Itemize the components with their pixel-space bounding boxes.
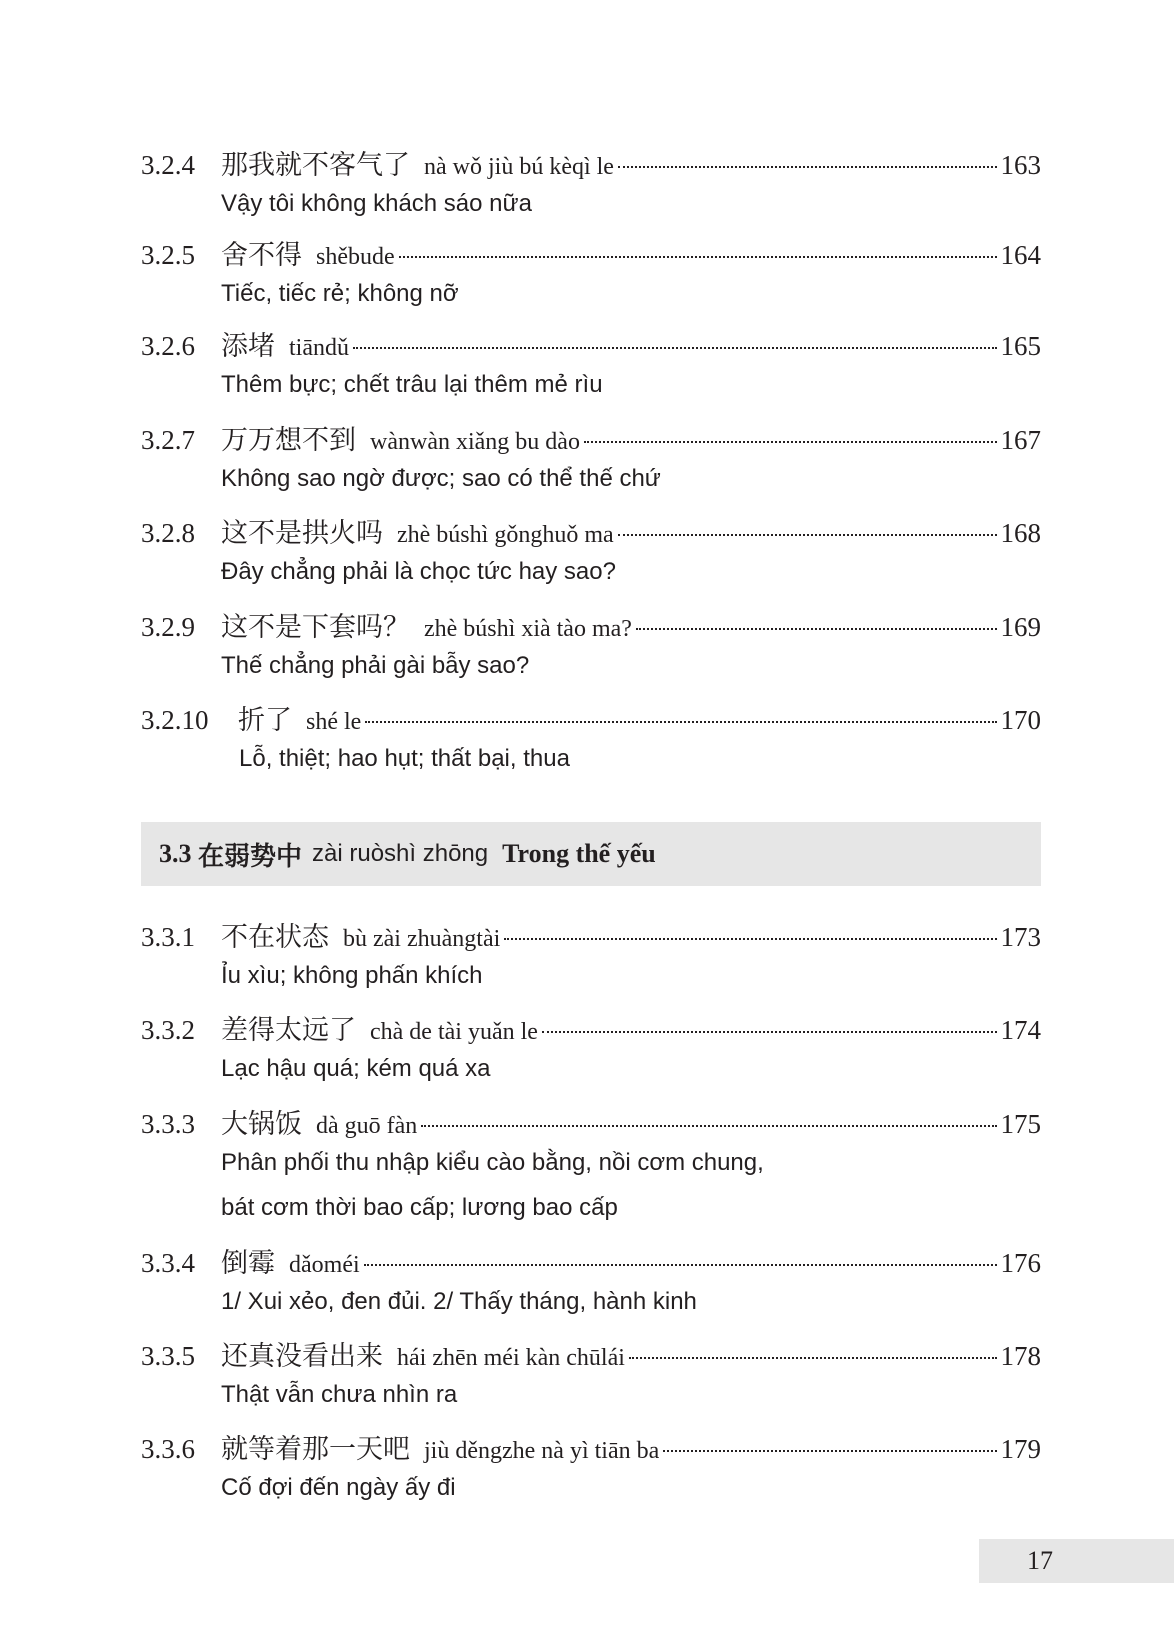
entry-chinese: 还真没看出来	[221, 1341, 383, 1371]
entry-chinese: 舍不得	[221, 240, 302, 270]
dot-leader	[421, 1125, 996, 1127]
entry-vietnamese: Phân phối thu nhập kiểu cào bằng, nồi cơm chung,	[221, 1149, 764, 1176]
entry-page: 175	[1000, 1109, 1041, 1139]
entry-chinese: 不在状态	[221, 922, 329, 952]
toc-entry[interactable]	[141, 1244, 1041, 1322]
entry-vietnamese: Ỉu xìu; không phấn khích	[221, 962, 483, 989]
entry-chinese: 这不是下套吗？	[221, 612, 410, 642]
entry-number: 3.2.4	[141, 150, 195, 180]
toc-entry[interactable]	[141, 514, 1041, 592]
section-chinese: 在弱势中	[198, 841, 303, 871]
toc-entry[interactable]	[141, 236, 1041, 314]
entry-page: 178	[1000, 1341, 1041, 1371]
dot-leader	[584, 441, 997, 443]
entry-pinyin: hái zhēn méi kàn chūlái	[397, 1345, 625, 1371]
toc-entry[interactable]	[141, 608, 1041, 686]
entry-number: 3.2.6	[141, 331, 195, 361]
entry-pinyin: shé le	[306, 709, 362, 735]
entry-pinyin: wànwàn xiǎng bu dào	[370, 429, 580, 455]
entry-number: 3.3.4	[141, 1248, 195, 1278]
entry-pinyin: dà guō fàn	[316, 1113, 418, 1139]
toc-entry[interactable]	[141, 918, 1041, 996]
dot-leader	[353, 347, 997, 349]
entry-vietnamese: bát cơm thời bao cấp; lương bao cấp	[221, 1194, 618, 1221]
entry-page: 169	[1000, 612, 1041, 642]
entry-number: 3.3.5	[141, 1341, 195, 1371]
dot-leader	[629, 1357, 997, 1359]
entry-chinese: 这不是拱火吗	[221, 518, 383, 548]
dot-leader	[636, 628, 997, 630]
entry-number: 3.2.5	[141, 240, 195, 270]
entry-pinyin: dǎoméi	[289, 1252, 360, 1278]
entry-number: 3.2.7	[141, 425, 195, 455]
entry-page: 168	[1000, 518, 1041, 548]
entry-pinyin: zhè búshì xià tào ma?	[424, 616, 632, 642]
dot-leader	[618, 534, 997, 536]
entry-pinyin: jiù děngzhe nà yì tiān ba	[424, 1438, 660, 1464]
entry-chinese: 大锅饭	[221, 1109, 302, 1139]
entry-vietnamese: Vậy tôi không khách sáo nữa	[221, 190, 532, 217]
dot-leader	[365, 721, 996, 723]
entry-chinese: 折了	[238, 705, 292, 735]
dot-leader	[542, 1031, 997, 1033]
entry-chinese: 那我就不客气了	[221, 150, 410, 180]
entry-page: 167	[1000, 425, 1041, 455]
toc-entry[interactable]	[141, 327, 1041, 405]
entry-pinyin: chà de tài yuǎn le	[370, 1019, 538, 1045]
section-pinyin: zài ruòshì zhōng	[312, 840, 489, 867]
dot-leader	[504, 938, 996, 940]
entry-pinyin: shěbude	[316, 244, 395, 270]
section-header[interactable]	[141, 822, 1041, 886]
section-number: 3.3	[159, 839, 192, 868]
entry-pinyin: bù zài zhuàngtài	[343, 926, 501, 952]
entry-page: 179	[1000, 1434, 1041, 1464]
entry-vietnamese: Tiếc, tiếc rẻ; không nỡ	[221, 280, 459, 307]
section-vietnamese: Trong thế yếu	[502, 839, 656, 868]
entry-chinese: 就等着那一天吧	[221, 1434, 410, 1464]
entry-number: 3.3.2	[141, 1015, 195, 1045]
entry-page: 173	[1000, 922, 1041, 952]
entry-vietnamese: Không sao ngờ được; sao có thể thế chứ	[221, 465, 661, 492]
dot-leader	[364, 1264, 997, 1266]
toc-entry[interactable]	[141, 1430, 1041, 1508]
entry-vietnamese: Lỗ, thiệt; hao hụt; thất bại, thua	[239, 745, 570, 772]
entry-page: 174	[1000, 1015, 1041, 1045]
entry-number: 3.3.6	[141, 1434, 195, 1464]
toc-entry[interactable]	[141, 701, 1041, 779]
entry-number: 3.3.1	[141, 922, 195, 952]
toc-entry[interactable]	[141, 1337, 1041, 1415]
entry-pinyin: zhè búshì gǒnghuǒ ma	[397, 522, 614, 548]
entry-vietnamese: 1/ Xui xẻo, đen đủi. 2/ Thấy tháng, hành kinh	[221, 1288, 697, 1315]
entry-vietnamese: Đây chẳng phải là chọc tức hay sao?	[221, 558, 616, 585]
page-number: 17	[979, 1539, 1174, 1583]
entry-page: 176	[1000, 1248, 1041, 1278]
entry-page: 165	[1000, 331, 1041, 361]
dot-leader	[663, 1450, 996, 1452]
toc-entry[interactable]	[141, 421, 1041, 499]
entry-number: 3.2.8	[141, 518, 195, 548]
entry-page: 163	[1000, 150, 1041, 180]
dot-leader	[399, 256, 997, 258]
entry-number: 3.2.9	[141, 612, 195, 642]
entry-vietnamese: Cố đợi đến ngày ấy đi	[221, 1474, 456, 1501]
entry-vietnamese: Lạc hậu quá; kém quá xa	[221, 1055, 491, 1082]
entry-number: 3.2.10	[141, 705, 209, 735]
entry-page: 164	[1000, 240, 1041, 270]
toc-entry[interactable]	[141, 1105, 1041, 1228]
entry-chinese: 倒霉	[221, 1248, 275, 1278]
entry-page: 170	[1000, 705, 1041, 735]
entry-vietnamese: Thật vẫn chưa nhìn ra	[221, 1381, 458, 1408]
toc-entry[interactable]	[141, 146, 1041, 224]
entry-vietnamese: Thế chẳng phải gài bẫy sao?	[221, 652, 530, 679]
dot-leader	[618, 166, 997, 168]
entry-chinese: 万万想不到	[221, 425, 356, 455]
entry-chinese: 差得太远了	[221, 1015, 356, 1045]
entry-vietnamese: Thêm bực; chết trâu lại thêm mẻ rìu	[221, 371, 603, 398]
entry-pinyin: nà wǒ jiù bú kèqì le	[424, 154, 614, 180]
entry-chinese: 添堵	[221, 331, 275, 361]
entry-pinyin: tiāndǔ	[289, 335, 349, 361]
entry-number: 3.3.3	[141, 1109, 195, 1139]
toc-entry[interactable]	[141, 1011, 1041, 1089]
